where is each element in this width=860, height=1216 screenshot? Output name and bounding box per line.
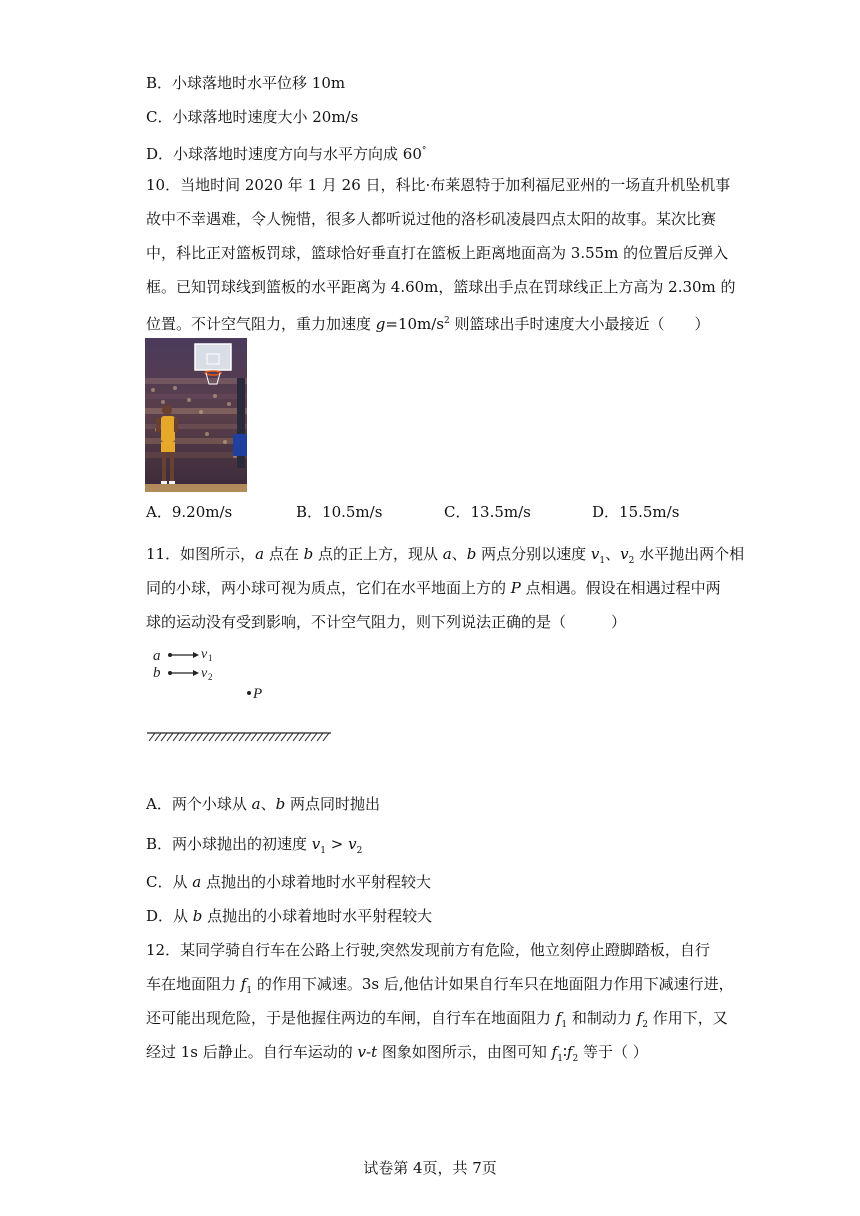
q11-option-a-var-b: b [275,795,286,813]
q10-options [146,502,726,522]
arrow-v1-head [193,652,199,658]
q12-text: 经过 1s 后静止。自行车运动的 [146,1043,358,1061]
q12-sub2: 2 [642,1020,648,1030]
q12-vt: v-t [357,1043,378,1061]
q10-option-a: A．9.20m/s [146,503,233,521]
q11-text: 点的正上方，现从 [313,545,443,563]
q11-number: 11．如图所示， [146,545,256,563]
q12-var-f2: f [566,1043,573,1061]
q9-option-d-text: D．小球落地时速度方向与水平方向成 60 [146,145,422,163]
q11-var-b: b [466,545,477,563]
q11-text: 同的小球，两小球可视为质点，它们在水平地面上方的 [146,579,511,597]
q11-option-a-sep: 、 [260,795,276,813]
q11-text: 、 [605,545,621,563]
q12-var-f2: f [636,1009,643,1027]
q12-var-f: f [240,975,247,993]
q11-text: 、 [451,545,467,563]
q12-text: 还可能出现危险，于是他握住两边的车闸，自行车在地面阻力 [146,1009,556,1027]
q12-sub: 1 [246,986,253,996]
q11-option-b [146,834,362,861]
q10-option-d: D．15.5m/s [592,503,680,521]
diagram-label-v2-sub: 2 [208,672,213,682]
q12-var-f1: f [555,1009,562,1027]
q11-option-c-text: C．从 [146,873,193,891]
q11-option-b-v1: v [311,835,321,853]
q12-text: 等于（ ） [578,1043,648,1061]
point-p [247,691,251,695]
q11-option-a-text: A．两个小球从 [146,795,252,813]
q11-option-c [146,872,431,892]
q11-option-b-v2: v [348,835,357,853]
q12-stem-line-3 [146,1008,728,1035]
q11-option-a-tail: 两点同时抛出 [285,795,380,813]
q12-sub1: 1 [557,1054,563,1064]
q10-stem-question: 则篮球出手时速度大小最接近（ ） [449,315,710,333]
q10-gravity-value: =10m/s [385,315,445,333]
diagram-label-a: a [153,648,161,664]
q11-option-a [146,794,380,814]
diagram-label-v2: v [201,666,208,681]
q12-text: 图象如图所示，由图可知 [377,1043,552,1061]
q11-stem-line-2 [146,578,721,598]
q11-sub-1: 1 [599,556,606,566]
diagram-label-v1: v [201,647,208,662]
q11-text: 点在 [264,545,304,563]
q9-option-d-degree: ° [421,146,427,156]
q12-sub1: 1 [561,1020,568,1030]
q12-text: 作用下，又 [647,1009,728,1027]
q11-var-b: b [303,545,314,563]
projectile-diagram [145,642,345,744]
q11-var-a: a [442,545,452,563]
q11-option-b-text: B．两小球抛出的初速度 [146,835,312,853]
basketball-free-throw-photo [145,338,247,492]
q11-stem-line-3: 球的运动没有受到影响，不计空气阻力，则下列说法正确的是（ ） [146,613,627,631]
q12-stem-line-2 [146,974,734,1001]
q12-text: 和制动力 [567,1009,637,1027]
q11-var-v: v [620,545,629,563]
q10-stem-text: 位置。不计空气阻力，重力加速度 [146,315,376,333]
q11-var-v: v [590,545,600,563]
q11-sub-2: 2 [628,556,635,566]
q12-var-f1: f [551,1043,558,1061]
q11-option-c-var: a [192,873,202,891]
q10-stem-line-1: 10．当地时间 2020 年 1 月 26 日，科比·布莱恩特于加利福尼亚州的一场直升机坠机事 [146,176,731,194]
q10-stem-line-2: 故中不幸遇难，令人惋惜，很多人都听说过他的洛杉矶凌晨四点太阳的故事。某次比赛 [146,210,717,228]
q10-gravity-exponent: 2 [444,316,450,326]
diagram-label-b: b [153,665,161,681]
q11-var-p: P [510,579,521,597]
q11-var-a: a [255,545,265,563]
q11-option-b-gt: > [326,835,349,853]
q12-text: 车在地面阻力 [146,975,241,993]
q11-text: 点相遇。假设在相遇过程中两 [520,579,721,597]
q12-ratio-colon: ∶ [562,1043,567,1061]
q11-option-d-tail: 点抛出的小球着地时水平射程较大 [202,907,433,925]
diagram-label-p: P [253,686,263,702]
q9-option-d [146,141,426,164]
q11-option-c-tail: 点抛出的小球着地时水平射程较大 [201,873,431,891]
q11-option-d-var: b [192,907,203,925]
q12-sub2: 2 [572,1054,579,1064]
q10-option-b: B．10.5m/s [296,503,383,521]
arrow-v2-head [193,670,199,676]
q12-stem-line-4 [146,1042,648,1069]
q10-gravity-symbol: g [375,315,386,333]
q11-option-d-text: D．从 [146,907,193,925]
q11-option-a-var-a: a [251,795,261,813]
q11-option-b-sub2: 2 [356,846,363,856]
q12-text: 的作用下减速。3s 后,他估计如果自行车只在地面阻力作用下减速行进， [252,975,734,993]
q12-stem-line-1: 12．某同学骑自行车在公路上行驶,突然发现前方有危险，他立刻停止蹬脚踏板，自行 [146,941,710,959]
q11-option-b-sub1: 1 [320,846,327,856]
q10-stem-line-3: 中，科比正对篮板罚球，篮球恰好垂直打在篮板上距离地面高为 3.55m 的位置后反弹入 [146,244,729,262]
q11-text: 水平抛出两个相 [634,545,745,563]
q11-stem-line-1 [146,544,744,571]
q11-option-d [146,906,432,926]
q10-option-c: C．13.5m/s [444,503,531,521]
q10-stem-line-5 [146,311,710,334]
q9-option-b: B．小球落地时水平位移 10m [146,74,346,92]
q11-text: 两点分别以速度 [476,545,591,563]
q10-stem-line-4: 框。已知罚球线到篮板的水平距离为 4.60m，篮球出手点在罚球线正上方高为 2.30m 的 [146,278,736,296]
ground-hatching [149,733,329,741]
diagram-label-v1-sub: 1 [208,653,213,663]
page-footer: 试卷第 4页，共 7页 [363,1159,497,1177]
q9-option-c: C．小球落地时速度大小 20m/s [146,108,359,126]
